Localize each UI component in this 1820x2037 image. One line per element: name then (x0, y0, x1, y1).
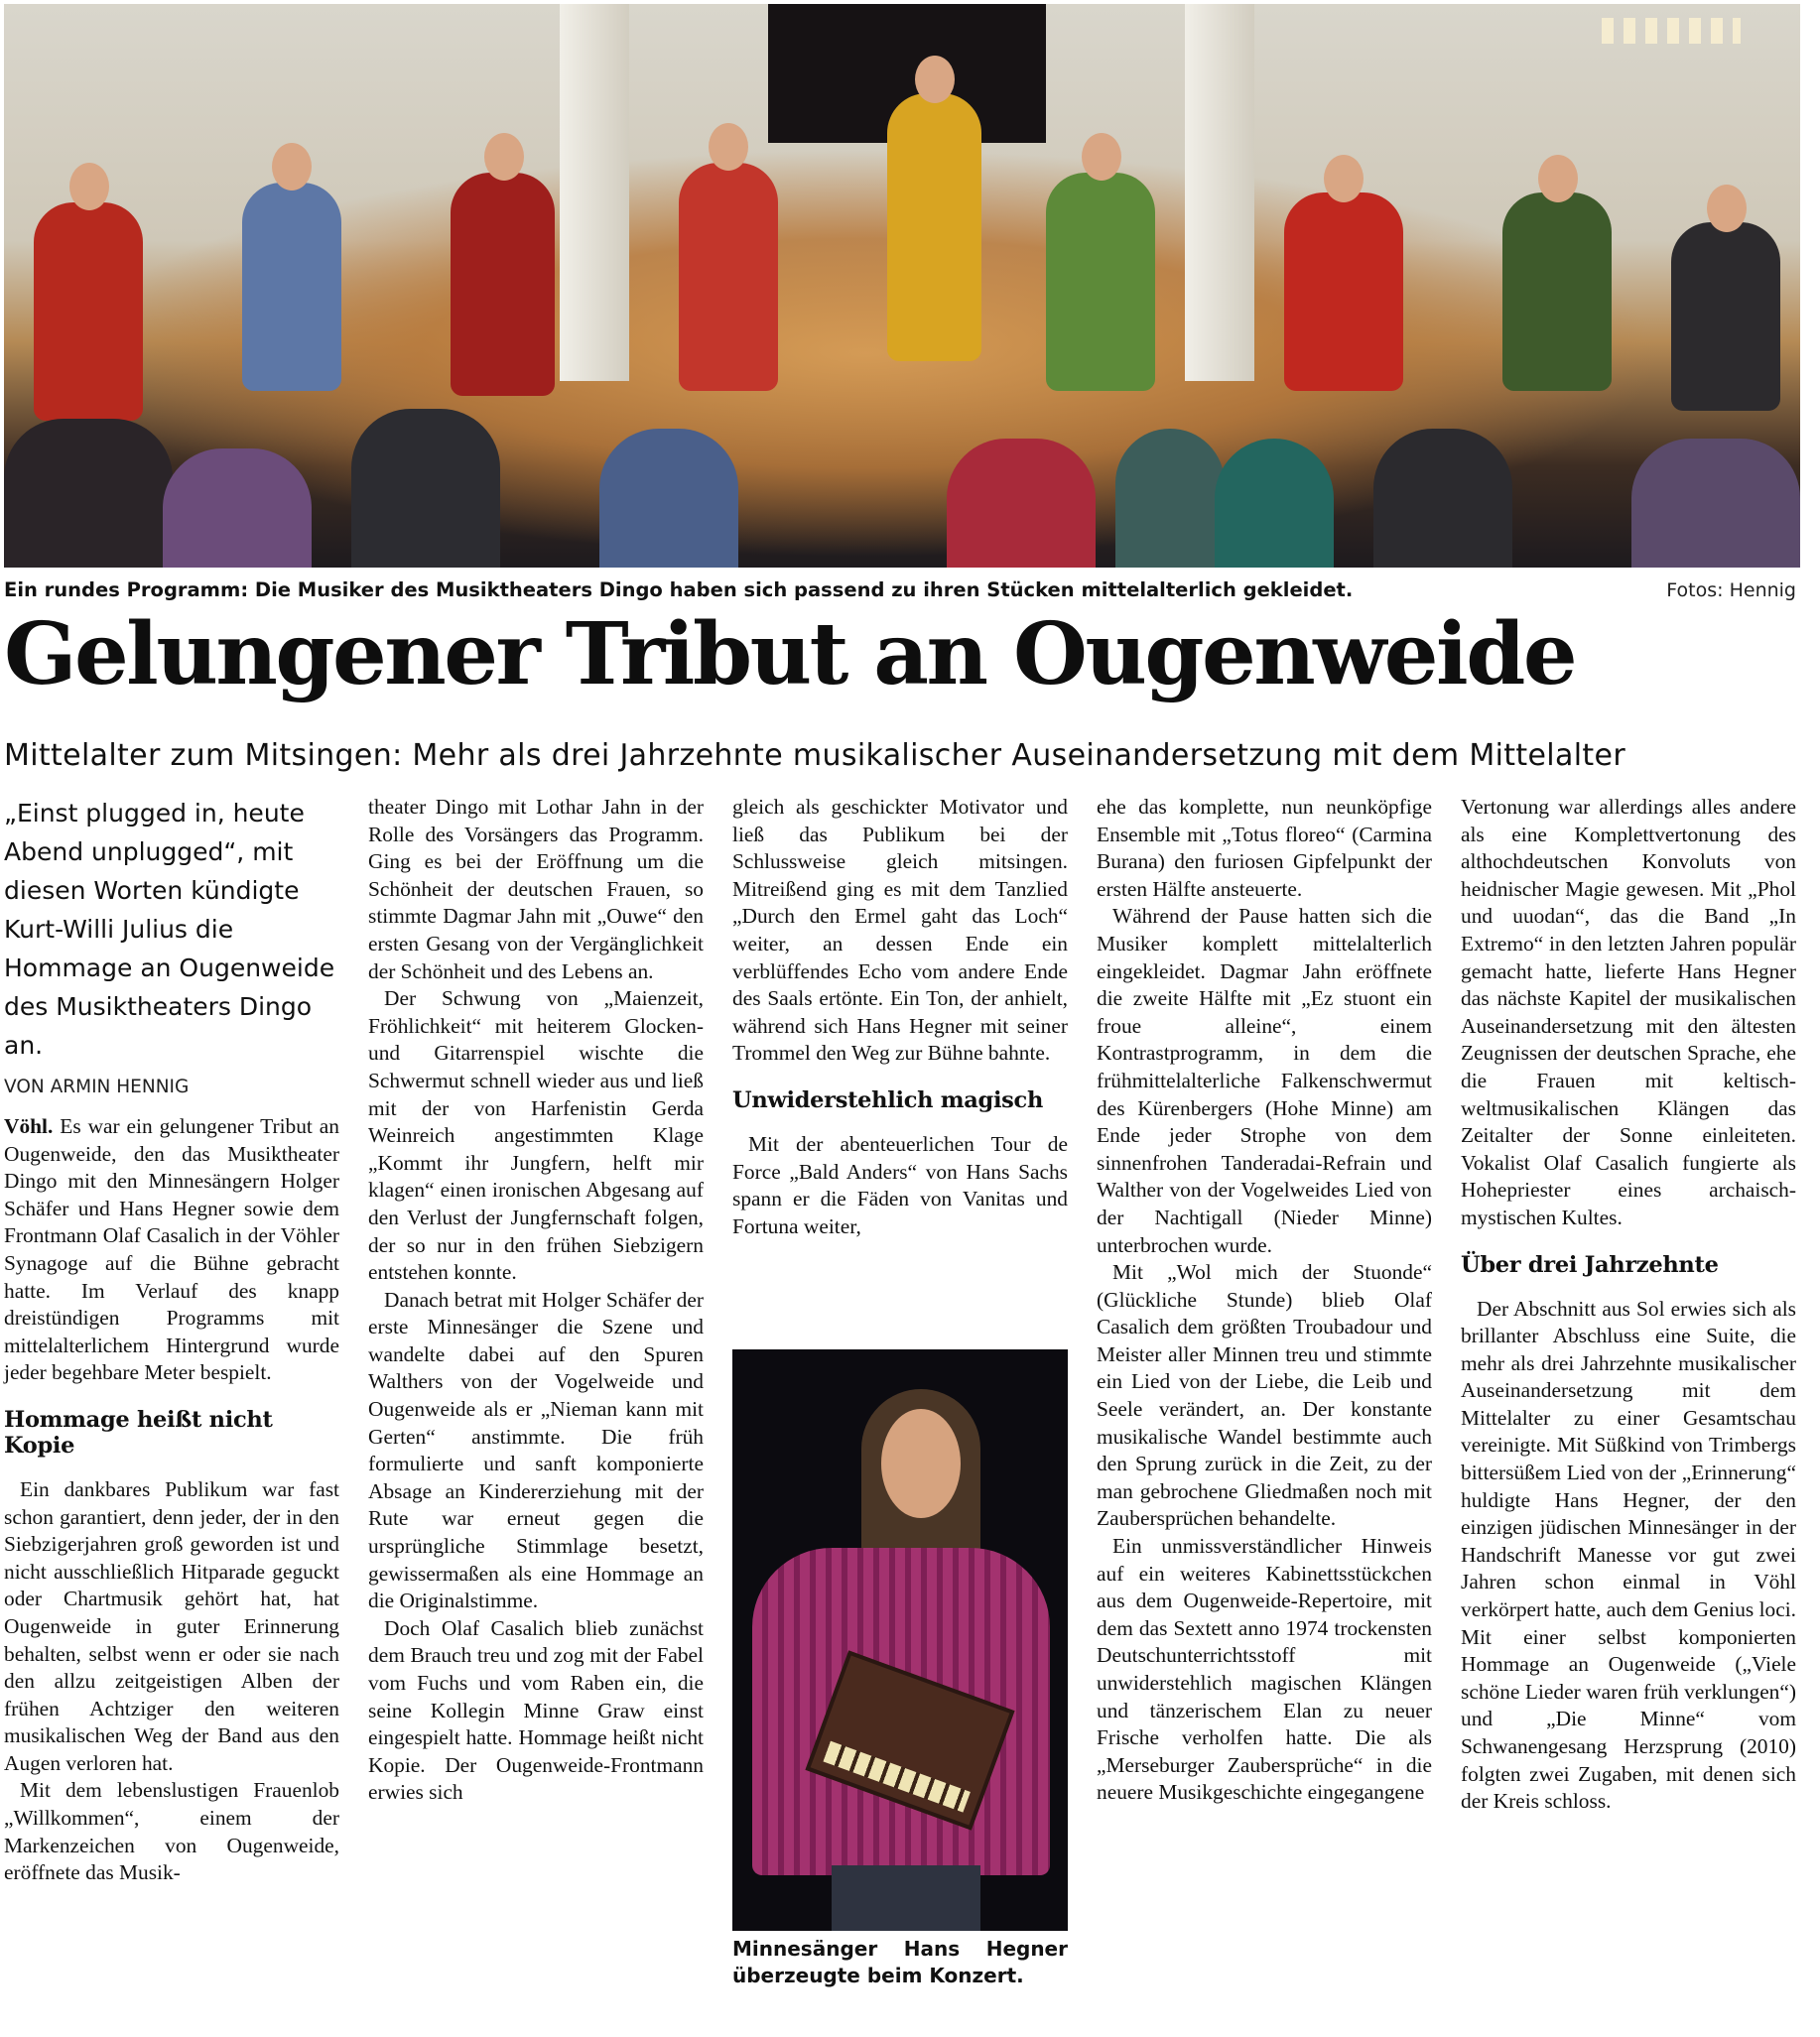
paragraph: Ein unmissverständlicher Hinweis auf ein weiteres Kabinettsstückchen aus dem Ougenweide-Repertoire, mit dem das Sextett anno 1974 trockensten Deutschunterrichtsstoff mit unwiderstehlich magischen Klängen und tänzerischem Elan zu neuer Frische verholfen hatte. Die als „Merseburger Zaubersprüche“ in die neuere Musikgeschichte eingegangene (1097, 1534, 1432, 1805)
portrait-face (881, 1409, 961, 1518)
audience-member (599, 429, 738, 568)
musician-portrait-photo (732, 1349, 1068, 1931)
paragraph: Danach betrat mit Holger Schäfer der erste Minnesänger die Szene und wandelte dabei auf den Spuren Walthers von der Vogelweide und Ougenweide als er „Nieman kann mit Gerten“ anstimmte. Die früh formulierte und sanft komponierte Absage an Kindererziehung mit der Rute war erneut gegen die ursprüngliche Stimmlage besetzt, gewissermaßen als eine Hommage an die Originalstimme. (368, 1287, 704, 1613)
paragraph: Der Abschnitt aus Sol erwies sich als brillanter Abschluss eine Suite, die mehr als drei Jahrzehnte musikalischer Auseinandersetzung mit dem Mittelalter zu einer Gesamtschau vereinigte. Mit Süßkind von Trimbergs bittersüßem Lied von der „Erinnerung“ huldigte Hans Hegner, der den einzigen jüdischen Minnesänger in der Handschrift Manesse vor gut zwei Jahren schon einmal in Vöhl verkörpert hatte, auch dem Genius loci. Mit einer selbst komponierten Hommage an Ougenweide („Viele schöne Lieder waren früh verklungen“) und „Die Minne“ vom Schwanengesang Herzsprung (2010) folgten zwei Zugaben, mit denen sich der Kreis schloss. (1461, 1296, 1796, 1814)
paragraph: ehe das komplette, nun neunköpfige Ensemble mit „Totus floreo“ (Carmina Burana) den furiosen Gipfelpunkt der ersten Hälfte ansteuerte. (1097, 795, 1432, 901)
paragraph: Mit „Wol mich der Stuonde“ (Glückliche Stunde) blieb Olaf Casalich dem größten Troubadour und Meister aller Minnen treu und stimmte ein Lied von der Liebe, die Leib und Seele verändert, an. Der konstante musikalische Wandel bestimmte auch den Sprung zurück in die Zeit, zu der man gebrochene Gliedmaßen noch mit Zaubersprüchen behandelte. (1097, 1260, 1432, 1531)
paragraph: Während der Pause hatten sich die Musiker komplett mittelalterlich eingekleidet. Dagmar Jahn eröffnete die zweite Hälfte mit „Ez stuont ein froue alleine“, einem Kontrastprogramm, in dem die frühmittelalterliche Falkenschwermut des Kürenbergers (Hohe Minne) am Ende jeder Strophe von dem sinnenfrohen Tanderadai-Refrain und Walther von der Vogelweides Lied von der Nachtigall (Nieder Minne) unterbrochen wurde. (1097, 904, 1432, 1257)
article-column-1 (4, 794, 339, 1887)
paragraph: Der Schwung von „Maienzeit, Fröhlichkeit“ mit heiterem Glocken- und Gitarrenspiel wischte die Schwermut schnell wieder aus und ließ mit der von Harfenistin Gerda Weinreich angestimmten Klage „Kommt ihr Jungfern, helft mir klagen“ einen ironischen Abgesang auf den Verlust der Jungfernschaft folgen, der so nur in den frühen Siebzigern entstehen konnte. (368, 986, 704, 1285)
paragraph: Mit der abenteuerlichen Tour de Force „Bald Anders“ von Hans Sachs spann er die Fäden von Vanitas und Fortuna weiter, (732, 1131, 1068, 1238)
paragraph-text: Es war ein gelungener Tribut an Ougenweide, den das Musiktheater Dingo mit den Minnesängern Holger Schäfer und Hans Hegner sowie dem Frontmann Olaf Casalich in der Vöhler Synagoge auf die Bühne gebracht hatte. Im Verlauf des knapp dreistündigen Programms mit mittelalterlichem Hintergrund wurde jeder begehbare Meter bespielt. (4, 1114, 339, 1385)
dateline: Vöhl. (4, 1114, 54, 1138)
audience-member (1215, 439, 1334, 568)
lead-paragraph: „Einst plugged in, heute Abend unplugged“, mit diesen Worten kündigte Kurt-Willi Julius die Hommage an Ougenweide des Musiktheaters Dingo an. (4, 799, 335, 1060)
musician-figure (451, 173, 555, 396)
audience-member (1373, 429, 1512, 568)
musician-figure (34, 202, 143, 421)
musician-head (915, 56, 955, 103)
article-column-2 (368, 794, 704, 1807)
musician-figure (1502, 192, 1612, 391)
audience-member (1115, 429, 1225, 568)
musician-figure (1284, 192, 1403, 391)
article-column-4 (1097, 794, 1432, 1807)
byline: VON ARMIN HENNIG (4, 1077, 190, 1097)
musician-figure (887, 93, 981, 361)
candle-row (1602, 18, 1741, 44)
portrait-jeans (832, 1865, 980, 1931)
musician-figure (1671, 222, 1780, 411)
subheading: Unwiderstehlich magisch (732, 1086, 1044, 1113)
audience-member (351, 409, 500, 568)
photo-caption: Ein rundes Programm: Die Musiker des Musiktheaters Dingo haben sich passend zu ihren Stücken mittelalterlich gekleidet. (4, 578, 1354, 601)
subheading: Hommage heißt nicht Kopie (4, 1406, 273, 1459)
paragraph: theater Dingo mit Lothar Jahn in der Rolle des Vorsängers das Programm. Ging es bei der Eröffnung um die Schönheit der deutschen Frauen, so stimmte Dagmar Jahn mit „Ouwe“ den ersten Gesang von der Vergänglichkeit der Schönheit und des Lebens an. (368, 795, 704, 983)
paragraph: gleich als geschickter Motivator und ließ das Publikum bei der Schlussweise gleich mitsingen. Mitreißend ging es mit dem Tanzlied „Durch den Ermel gaht das Loch“ weiter, an dessen Ende ein verblüffendes Echo vom andere Ende des Saals ertönte. Ein Ton, der anhielt, während sich Hans Hegner mit seiner Trommel den Weg zur Bühne bahnte. (732, 795, 1068, 1066)
musician-figure (1046, 173, 1155, 391)
paragraph: Ein dankbares Publikum war fast schon garantiert, denn jeder, der in den Siebzigerjahren groß geworden ist und nicht ausschließlich Hitparade geguckt oder Chartmusik gehört hat, hat Ougenweide in guter Erinnerung behalten, selbst wenn er oder sie nach den allzu zeitgeistigen Alben der frühen Achtziger den weiteren musikalischen Weg der Band aus den Augen verloren hat. (4, 1476, 339, 1775)
concert-photo (4, 4, 1800, 568)
audience-member (1631, 439, 1800, 568)
musician-head (69, 163, 109, 210)
audience-member (163, 448, 312, 568)
paragraph: Doch Olaf Casalich blieb zunächst dem Brauch treu und zog mit der Fabel vom Fuchs und vom Raben ein, die seine Kollegin Minne Graw einst eingespielt hatte. Hommage heißt nicht Kopie. Der Ougenweide-Frontmann erwies sich (368, 1615, 704, 1805)
paragraph (4, 1113, 339, 1387)
photo-credit: Fotos: Hennig (1666, 579, 1796, 601)
audience-member (4, 419, 173, 568)
pillar-left (560, 4, 629, 381)
subheading: Über drei Jahrzehnte (1461, 1251, 1719, 1278)
subheadline: Mittelalter zum Mitsingen: Mehr als drei Jahrzehnte musikalischer Auseinandersetzung mit dem Mittelalter (4, 738, 1626, 773)
musician-head (1538, 155, 1578, 202)
pillar-right (1185, 4, 1254, 381)
musician-figure (679, 163, 778, 391)
musician-head (484, 133, 524, 181)
article-column-5 (1461, 794, 1796, 1816)
paragraph: Mit dem lebenslustigen Frauenlob „Willkommen“, einem der Markenzeichen von Ougenweide, eröffnete das Musik- (4, 1778, 339, 1885)
musician-head (272, 143, 312, 191)
audience-member (947, 439, 1096, 568)
photo-caption: Minnesänger Hans Hegner überzeugte beim Konzert. (732, 1937, 1068, 1987)
musician-head (1082, 133, 1121, 181)
musician-figure (242, 183, 341, 391)
article-column-3 (732, 794, 1068, 1240)
musician-head (709, 123, 748, 171)
headline: Gelungener Tribut an Ougenweide (4, 604, 1576, 704)
paragraph: Vertonung war allerdings alles andere als eine Komplettvertonung des althochdeutschen Konvoluts von heidnischer Magie gewesen. Mit „Phol und uuodan“, das die Band „In Extremo“ in den letzten Jahren populär gemacht hatte, lieferte Hans Hegner das nächste Kapitel der musikalischen Auseinandersetzung mit den ältesten Zeugnissen der deutschen Sprache, ehe die Frauen mit keltisch-weltmusikalischen Klängen das Zeitalter der Sonne einleiteten. Vokalist Olaf Casalich fungierte als Hohepriester eines archaisch-mystischen Kultes. (1461, 795, 1796, 1229)
musician-head (1324, 155, 1364, 202)
musician-head (1707, 185, 1747, 232)
